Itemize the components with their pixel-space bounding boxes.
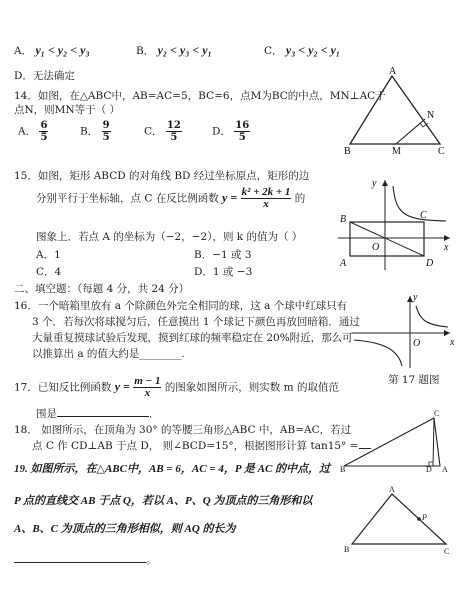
section-2-heading: 二、填空题：（每题 4 分，共 24 分） <box>14 283 190 295</box>
q13-option-b-expr: y₂ < y₃ < y₁ <box>157 43 212 57</box>
q15-line-1: 15．如图，矩形 ABCD 的对角线 BD 经过坐标原点，矩形的边 <box>14 170 310 182</box>
q19-triangle-abc <box>352 494 446 544</box>
q19-label-p: P <box>422 513 427 522</box>
q19-label-c: C <box>444 547 450 556</box>
q13-option-a: A． y₁ < y₂ < y₃ <box>14 43 90 57</box>
q14-label-m: M <box>392 146 401 157</box>
q18-line-1: 18． 如图所示，在顶角为 30° 的等腰三角形△ABC 中，AB=AC，若过 <box>14 424 352 436</box>
q17-hyperbola-branch-2 <box>354 340 402 366</box>
q19-line-2: P 点的直线交 AB 于点 Q，若以 A、P、Q 为顶点的三角形和以 <box>14 495 313 507</box>
q15-formula-fraction: $\frac{\text{k² + 2k + 1}}{x}$ <box>241 186 291 210</box>
q14-label-n: N <box>427 110 435 121</box>
q17-formula-fraction: $\frac{m - 1}{x}$ <box>134 375 161 399</box>
q19-figure <box>342 486 452 562</box>
q15-label-y: y <box>372 178 377 189</box>
q17-answer-blank[interactable] <box>57 406 149 417</box>
q15-label-a: A <box>340 258 347 269</box>
q14-option-a-fraction: $\frac{6}{5}$ <box>40 120 48 143</box>
q13-option-a-expr: y₁ < y₂ < y₃ <box>35 43 90 57</box>
q14-line-1: 14．如图，在△ABC中，AB=AC=5，BC=6，点M为BC的中点，MN⊥AC于 <box>14 90 386 102</box>
q18-triangle-abc <box>344 418 440 466</box>
q14-option-b: B． $\frac{9}{5}$ <box>80 120 110 143</box>
q15-option-d: D．1 或 −3 <box>194 266 253 278</box>
q18-label-b: B <box>340 465 346 474</box>
q18-figure <box>340 409 455 474</box>
q13-option-b: B． y₂ < y₃ < y₁ <box>136 43 212 57</box>
q17-line-2: 围是 ． <box>36 408 160 420</box>
q13-option-d: D．无法确定 <box>14 70 75 82</box>
q15-label-d: D <box>426 258 434 269</box>
q14-option-c: C． $\frac{12}{5}$ <box>144 120 181 143</box>
q17-label-o: O <box>413 338 421 349</box>
q15-option-a: A．1 <box>36 249 61 261</box>
q18-segment-cd <box>433 418 434 466</box>
q18-label-d: D <box>426 465 432 474</box>
q18-label-c: C <box>434 409 440 418</box>
q15-y-arrow <box>382 180 388 186</box>
q14-option-c-fraction: $\frac{12}{5}$ <box>166 120 181 143</box>
q15-option-b: B．−1 或 3 <box>194 249 252 261</box>
q15-label-o: O <box>372 242 380 253</box>
q19-line-4: 。 <box>14 552 157 567</box>
q15-line-2: 分别平行于坐标轴，点 C 在反比例函数 y = $\frac{\text{k² + 2k + 1}}{x}$ 的 <box>36 186 306 210</box>
q16-line-4: 以推算出 a 的值大约是________. <box>32 348 185 360</box>
q16-line-1: 16．一个暗箱里放有 a 个除颜色外完全相同的球，这 a 个球中红球只有 <box>14 300 348 312</box>
q14-figure <box>340 64 450 157</box>
q14-line-2: 点N，则MN等于（ ） <box>14 104 120 116</box>
q14-option-d: D． $\frac{16}{5}$ <box>212 120 250 143</box>
q16-line-2: 3 个．若每次将球搅匀后，任意摸出 1 个球记下颜色再放回暗箱．通过 <box>32 316 360 328</box>
q18-line-2: 点 C 作 CD⊥AB 于点 D， 则∠BCD=15°，根据图形计算 tan15° = <box>32 438 371 453</box>
q14-label-c: C <box>438 146 445 157</box>
q13-option-c-expr: y₃ < y₂ < y₁ <box>285 43 341 57</box>
q15-x-arrow <box>444 235 450 241</box>
q18-label-a: A <box>442 465 448 474</box>
q19-answer-blank[interactable] <box>14 552 146 563</box>
q19-label-a: A <box>389 485 395 494</box>
q19-label-b: B <box>344 545 350 554</box>
q15-line-3: 图象上．若点 A 的坐标为（−2，−2），则 k 的值为（ ） <box>36 231 303 243</box>
q17-figure <box>350 290 460 370</box>
q15-label-b: B <box>340 214 347 225</box>
q15-diagonal-bd <box>350 222 424 256</box>
q15-label-x: x <box>444 242 449 253</box>
q17-x-arrow <box>444 330 450 336</box>
q13-option-c: C． y₃ < y₂ < y₁ <box>264 43 341 57</box>
q14-segment-mn <box>396 119 425 144</box>
q15-figure <box>336 172 456 272</box>
q19-line-1: 19. 如图所示，在△ABC中，AB = 6，AC = 4，P 是 AC 的中点，过 <box>14 463 331 475</box>
q14-option-d-fraction: $\frac{16}{5}$ <box>235 120 250 143</box>
q14-label-a: A <box>389 66 397 77</box>
q17-line-1: 17．已知反比例函数 y = $\frac{m - 1}{x}$ 的图象如图所示，则实数 m 的取值范 <box>14 375 339 399</box>
q19-line-3: A、B、C 为顶点的三角形相似，则 AQ 的长为 <box>14 523 236 535</box>
q17-figure-caption: 第 17 题图 <box>388 374 440 386</box>
q14-option-a: A． $\frac{6}{5}$ <box>18 120 48 143</box>
q17-hyperbola-branch-1 <box>416 306 448 327</box>
q19-point-p <box>417 517 421 521</box>
q17-label-y: y <box>413 292 418 303</box>
q15-option-c: C．4 <box>36 266 62 278</box>
q15-label-c: C <box>420 210 427 221</box>
q17-label-x: x <box>450 337 455 348</box>
q14-option-b-fraction: $\frac{9}{5}$ <box>102 120 110 143</box>
q14-label-b: B <box>344 146 351 157</box>
q16-line-3: 大量重复摸球试验后发现，摸到红球的频率稳定在 20%附近，那么可 <box>32 332 353 344</box>
